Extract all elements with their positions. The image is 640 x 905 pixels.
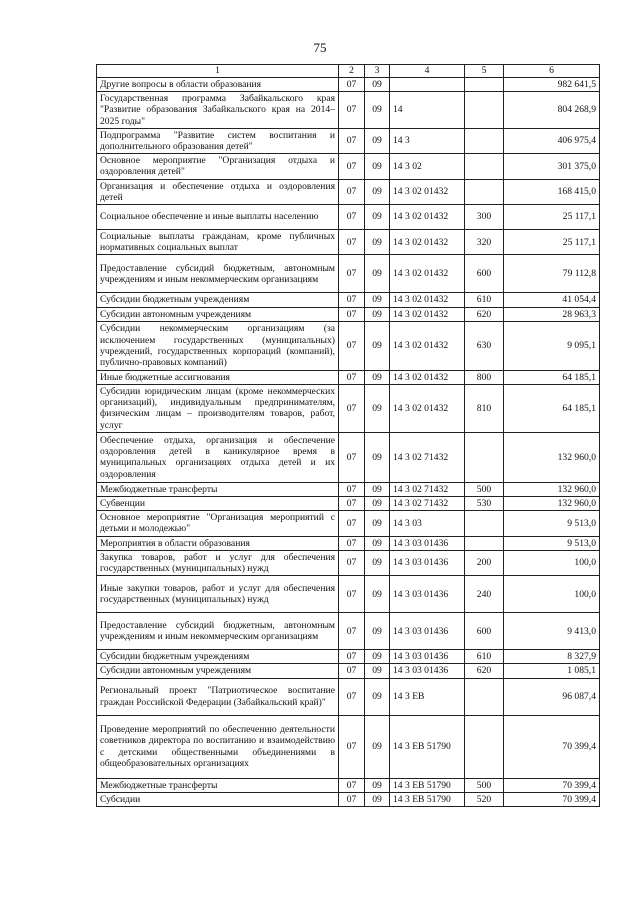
row-name: Субсидии: [97, 792, 339, 806]
row-target-code: 14 3 EB: [390, 678, 465, 715]
table-row: [97, 550, 600, 575]
row-section: 07: [339, 550, 365, 575]
row-expense-type: [465, 92, 504, 129]
row-section: 07: [339, 293, 365, 307]
column-header-subsection: 3: [365, 65, 390, 78]
row-section: 07: [339, 715, 365, 778]
row-subsection: 09: [365, 511, 390, 536]
row-subsection: 09: [365, 678, 390, 715]
row-expense-type: [465, 128, 504, 153]
row-target-code: 14: [390, 92, 465, 129]
row-section: 07: [339, 650, 365, 664]
row-expense-type: 500: [465, 482, 504, 496]
row-subsection: 09: [365, 370, 390, 384]
row-subsection: 09: [365, 255, 390, 293]
row-amount: 70 399,4: [504, 778, 600, 792]
row-name: Проведение мероприятий по обеспечению деятельности советников директора по воспитанию и взаимодействию с детскими общественными объединениями в общеобразовательных организациях: [97, 715, 339, 778]
row-name: Закупка товаров, работ и услуг для обеспечения государственных (муниципальных) нужд: [97, 550, 339, 575]
row-name: Субсидии автономным учреждениям: [97, 307, 339, 321]
row-amount: 9 513,0: [504, 536, 600, 550]
row-subsection: 09: [365, 576, 390, 613]
row-section: 07: [339, 678, 365, 715]
row-expense-type: 520: [465, 792, 504, 806]
row-subsection: 09: [365, 179, 390, 204]
row-section: 07: [339, 230, 365, 255]
row-amount: 25 117,1: [504, 205, 600, 230]
row-subsection: 09: [365, 664, 390, 678]
row-section: 07: [339, 778, 365, 792]
row-section: 07: [339, 78, 365, 92]
row-name: Предоставление субсидий бюджетным, автономным учреждениям и иным некоммерческим организациям: [97, 613, 339, 650]
row-target-code: 14 3 03 01436: [390, 536, 465, 550]
table-row: [97, 792, 600, 806]
row-expense-type: 530: [465, 497, 504, 511]
row-target-code: 14 3 03 01436: [390, 550, 465, 575]
column-header-section: 2: [339, 65, 365, 78]
row-subsection: 09: [365, 321, 390, 370]
row-name: Субсидии некоммерческим организациям (за исключением государственных (муниципальных) учреждений, государственных корпораций (компаний), публично-правовых компаний): [97, 321, 339, 370]
row-target-code: 14 3 EB 51790: [390, 792, 465, 806]
row-name: Иные бюджетные ассигнования: [97, 370, 339, 384]
table-row: [97, 230, 600, 255]
column-header-expense-type: 5: [465, 65, 504, 78]
row-amount: 8 327,9: [504, 650, 600, 664]
row-name: Региональный проект "Патриотическое воспитание граждан Российской Федерации (Забайкальский край)": [97, 678, 339, 715]
table-row: [97, 613, 600, 650]
row-subsection: 09: [365, 92, 390, 129]
table-row: [97, 715, 600, 778]
row-name: Обеспечение отдыха, организация и обеспечение оздоровления детей в каникулярное время в муниципальных организациях отдыха детей и их оздоровления: [97, 432, 339, 482]
row-name: Мероприятия в области образования: [97, 536, 339, 550]
row-section: 07: [339, 154, 365, 179]
row-target-code: 14 3 02 71432: [390, 482, 465, 496]
row-section: 07: [339, 482, 365, 496]
table-row: [97, 482, 600, 496]
row-amount: 28 963,3: [504, 307, 600, 321]
row-section: 07: [339, 613, 365, 650]
row-target-code: 14 3 02 01432: [390, 255, 465, 293]
row-subsection: 09: [365, 128, 390, 153]
row-name: Субсидии бюджетным учреждениям: [97, 650, 339, 664]
row-amount: 982 641,5: [504, 78, 600, 92]
row-subsection: 09: [365, 650, 390, 664]
row-name: Субсидии автономным учреждениям: [97, 664, 339, 678]
row-expense-type: [465, 678, 504, 715]
table-row: [97, 778, 600, 792]
table-row: [97, 154, 600, 179]
row-expense-type: 240: [465, 576, 504, 613]
table-row: [97, 307, 600, 321]
table-row: [97, 205, 600, 230]
row-section: 07: [339, 179, 365, 204]
row-target-code: 14 3 02 01432: [390, 230, 465, 255]
row-subsection: 09: [365, 230, 390, 255]
row-section: 07: [339, 385, 365, 433]
row-amount: 804 268,9: [504, 92, 600, 129]
row-amount: 301 375,0: [504, 154, 600, 179]
row-target-code: 14 3: [390, 128, 465, 153]
row-expense-type: [465, 154, 504, 179]
row-name: Иные закупки товаров, работ и услуг для обеспечения государственных (муниципальных) нужд: [97, 576, 339, 613]
row-expense-type: [465, 432, 504, 482]
row-amount: 79 112,8: [504, 255, 600, 293]
row-target-code: 14 3 03 01436: [390, 650, 465, 664]
row-name: Субсидии юридическим лицам (кроме некоммерческих организаций), индивидуальным предпринимателям, физическим лицам – производителям товаров, работ, услуг: [97, 385, 339, 433]
table-row: [97, 92, 600, 129]
row-section: 07: [339, 255, 365, 293]
row-expense-type: 810: [465, 385, 504, 433]
table-row: [97, 650, 600, 664]
column-header-amount: 6: [504, 65, 600, 78]
row-expense-type: 600: [465, 255, 504, 293]
row-amount: 1 085,1: [504, 664, 600, 678]
column-header-name: 1: [97, 65, 339, 78]
row-subsection: 09: [365, 715, 390, 778]
row-subsection: 09: [365, 154, 390, 179]
row-section: 07: [339, 432, 365, 482]
row-subsection: 09: [365, 293, 390, 307]
row-expense-type: 620: [465, 307, 504, 321]
row-target-code: 14 3 02 71432: [390, 432, 465, 482]
row-expense-type: [465, 179, 504, 204]
row-name: Основное мероприятие "Организация мероприятий с детьми и молодежью": [97, 511, 339, 536]
row-amount: 100,0: [504, 550, 600, 575]
column-header-target-code: 4: [390, 65, 465, 78]
row-name: Межбюджетные трансферты: [97, 482, 339, 496]
row-expense-type: [465, 78, 504, 92]
row-expense-type: 600: [465, 613, 504, 650]
table-row: [97, 255, 600, 293]
row-expense-type: 800: [465, 370, 504, 384]
row-name: Субсидии бюджетным учреждениям: [97, 293, 339, 307]
row-section: 07: [339, 497, 365, 511]
row-subsection: 09: [365, 550, 390, 575]
row-amount: 96 087,4: [504, 678, 600, 715]
row-target-code: 14 3 02 71432: [390, 497, 465, 511]
row-section: 07: [339, 576, 365, 613]
table-row: [97, 128, 600, 153]
row-amount: 9 413,0: [504, 613, 600, 650]
row-expense-type: 620: [465, 664, 504, 678]
row-expense-type: 610: [465, 293, 504, 307]
row-expense-type: [465, 536, 504, 550]
row-expense-type: 630: [465, 321, 504, 370]
row-amount: 9 513,0: [504, 511, 600, 536]
row-subsection: 09: [365, 482, 390, 496]
row-name: Межбюджетные трансферты: [97, 778, 339, 792]
row-target-code: 14 3 EB 51790: [390, 715, 465, 778]
row-section: 07: [339, 92, 365, 129]
row-expense-type: [465, 715, 504, 778]
row-amount: 132 960,0: [504, 432, 600, 482]
row-amount: 70 399,4: [504, 715, 600, 778]
row-section: 07: [339, 664, 365, 678]
row-expense-type: 610: [465, 650, 504, 664]
table-row: [97, 385, 600, 433]
table-row: [97, 293, 600, 307]
row-amount: 9 095,1: [504, 321, 600, 370]
row-subsection: 09: [365, 78, 390, 92]
row-target-code: 14 3 02 01432: [390, 385, 465, 433]
row-target-code: 14 3 02 01432: [390, 205, 465, 230]
row-subsection: 09: [365, 792, 390, 806]
row-name: Государственная программа Забайкальского края "Развитие образования Забайкальского края на 2014–2025 годы": [97, 92, 339, 129]
table-row: [97, 497, 600, 511]
row-target-code: 14 3 03 01436: [390, 613, 465, 650]
row-name: Основное мероприятие "Организация отдыха и оздоровления детей": [97, 154, 339, 179]
table-row: [97, 179, 600, 204]
row-target-code: 14 3 02 01432: [390, 321, 465, 370]
row-amount: 64 185,1: [504, 370, 600, 384]
row-name: Организация и обеспечение отдыха и оздоровления детей: [97, 179, 339, 204]
row-section: 07: [339, 307, 365, 321]
row-amount: 132 960,0: [504, 482, 600, 496]
row-subsection: 09: [365, 778, 390, 792]
row-name: Социальное обеспечение и иные выплаты населению: [97, 205, 339, 230]
row-target-code: [390, 78, 465, 92]
row-subsection: 09: [365, 497, 390, 511]
row-amount: 25 117,1: [504, 230, 600, 255]
row-amount: 64 185,1: [504, 385, 600, 433]
table-row: [97, 321, 600, 370]
row-target-code: 14 3 02: [390, 154, 465, 179]
row-section: 07: [339, 205, 365, 230]
row-expense-type: 320: [465, 230, 504, 255]
row-target-code: 14 3 03: [390, 511, 465, 536]
row-amount: 132 960,0: [504, 497, 600, 511]
table-header-row: [97, 65, 600, 78]
row-name: Социальные выплаты гражданам, кроме публичных нормативных социальных выплат: [97, 230, 339, 255]
row-target-code: 14 3 03 01436: [390, 576, 465, 613]
row-section: 07: [339, 321, 365, 370]
table-row: [97, 536, 600, 550]
row-target-code: 14 3 02 01432: [390, 370, 465, 384]
row-expense-type: 500: [465, 778, 504, 792]
row-subsection: 09: [365, 613, 390, 650]
row-amount: 168 415,0: [504, 179, 600, 204]
row-section: 07: [339, 128, 365, 153]
row-name: Предоставление субсидий бюджетным, автономным учреждениям и иным некоммерческим организациям: [97, 255, 339, 293]
row-target-code: 14 3 02 01432: [390, 307, 465, 321]
row-name: Субвенции: [97, 497, 339, 511]
row-section: 07: [339, 511, 365, 536]
row-subsection: 09: [365, 205, 390, 230]
table-row: [97, 511, 600, 536]
row-subsection: 09: [365, 385, 390, 433]
row-section: 07: [339, 370, 365, 384]
row-subsection: 09: [365, 307, 390, 321]
row-subsection: 09: [365, 536, 390, 550]
row-target-code: 14 3 02 01432: [390, 293, 465, 307]
row-target-code: 14 3 03 01436: [390, 664, 465, 678]
table-row: [97, 664, 600, 678]
table-row: [97, 432, 600, 482]
row-expense-type: 200: [465, 550, 504, 575]
table-body: [97, 78, 600, 807]
table-row: [97, 78, 600, 92]
row-subsection: 09: [365, 432, 390, 482]
table-row: [97, 576, 600, 613]
row-amount: 41 054,4: [504, 293, 600, 307]
table-row: [97, 370, 600, 384]
row-amount: 100,0: [504, 576, 600, 613]
row-section: 07: [339, 536, 365, 550]
table-row: [97, 678, 600, 715]
row-target-code: 14 3 EB 51790: [390, 778, 465, 792]
row-amount: 406 975,4: [504, 128, 600, 153]
row-section: 07: [339, 792, 365, 806]
row-expense-type: [465, 511, 504, 536]
page-number: 75: [313, 40, 327, 55]
row-expense-type: 300: [465, 205, 504, 230]
row-name: Другие вопросы в области образования: [97, 78, 339, 92]
budget-table: [96, 64, 600, 807]
row-target-code: 14 3 02 01432: [390, 179, 465, 204]
row-name: Подпрограмма "Развитие систем воспитания и дополнительного образования детей": [97, 128, 339, 153]
row-amount: 70 399,4: [504, 792, 600, 806]
